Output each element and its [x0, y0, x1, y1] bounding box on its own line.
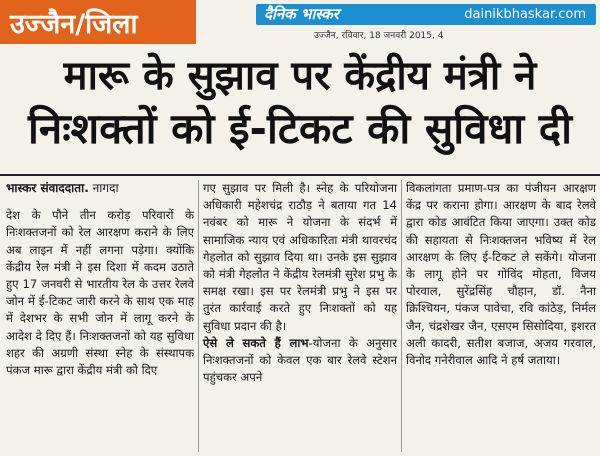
headline — [0, 50, 600, 156]
column-divider — [401, 180, 402, 452]
headline-rule — [0, 174, 600, 176]
headline-line-2: निःशक्तों को ई-टिकट की सुविधा दी — [28, 104, 572, 153]
column-2-continued — [203, 335, 397, 387]
byline-source: भास्कर संवाददाता. — [6, 181, 89, 195]
dateline: उज्जैन, रविवार, 18 जनवरी 2015, 4 — [314, 31, 444, 41]
byline — [6, 180, 194, 197]
headline-line-1: मारू के सुझाव पर केंद्रीय मंत्री ने — [63, 53, 537, 99]
byline-place: नागदा — [92, 181, 119, 195]
section-tag: उज्जैन/जिला — [0, 0, 196, 44]
column-2-text: गए सुझाव पर मिली है। स्नेह के परियोजना अधिकारी महेशचंद्र राठौड़ ने बताया गत 14 नवंबर को मारू ने योजना के संदर्भ में सामाजिक न्याय एवं अधिकारिता मंत्री थावरचंद गेहलोत को सुझाव दिया था। उनके इस सुझाव को मंत्री गेहलोत ने केंद्रीय रेलमंत्री सुरेश प्रभु के समक्ष रखा। इस पर रेलमंत्री प्रभु ने इस पर तुरंत कार्रवाई करते हुए निःशक्तों को यह सुविधा प्रदान की है। — [203, 181, 397, 333]
subhead: ऐसे ले सकते हैं लाभ — [203, 335, 309, 350]
column-1-text: देश के पौने तीन करोड़ परिवारों के निःशक्तजनों को रेल आरक्षण कराने के लिए अब लाइन में नहीं लगना पड़ेगा। क्योंकि केंद्रीय रेल मंत्री ने इस दिशा में कदम उठाते हुए 17 जनवरी से भारतीय रेल के उत्तर रेलवे जोन में ई-टिकट जारी करने के साथ एक माह में देशभर के सभी जोन में लागू करने के आदेश दे दिए हैं। निःशक्तजनों को यह सुविधा शहर की अग्रणी संस्था स्नेह के संस्थापक पंकज मारू द्वारा केंद्रीय मंत्री को दिए — [6, 208, 194, 378]
website-url: dainikbhaskar.com — [464, 7, 586, 22]
newspaper-logo: दैनिक भास्कर — [264, 5, 339, 23]
article-column-1 — [6, 180, 194, 379]
brand-bar — [256, 4, 596, 25]
masthead — [0, 0, 600, 44]
article-column-2 — [203, 180, 397, 386]
column-3-text: विकलांगता प्रमाण-पत्र का पंजीयन आरक्षण केंद्र पर कराना होगा। आरक्षण के बाद रेलवे द्वारा कोड आवंटित किया जाएगा। उक्त कोड की सहायता से निःशक्तजन भविष्य में रेल आरक्षण के लिए ई-टिकट ले सकेंगे। योजना के लागू होने पर गोविंद मोहता, विजय पोरवाल, सुरेंद्रसिंह चौहान, डॉ. नैना क्रिश्चियन, पंकज पावेचा, रवि कांठेड़, निर्मल जैन, चंद्रशेखर जैन, एसएम सिसोदिया, इशरत अली कादरी, सतीश बजाज, अजय गरवाल, विनोद गनेरीवाल आदि ने हर्ष जताया। — [406, 181, 596, 368]
article-column-3 — [406, 180, 596, 369]
column-2-text-after: -योजना के अनुसार निःशक्तजनों को केवल एक बार रेलवे स्टेशन पहुंचकर अपने — [203, 335, 397, 385]
brand-area — [196, 0, 600, 44]
column-divider — [198, 180, 199, 452]
